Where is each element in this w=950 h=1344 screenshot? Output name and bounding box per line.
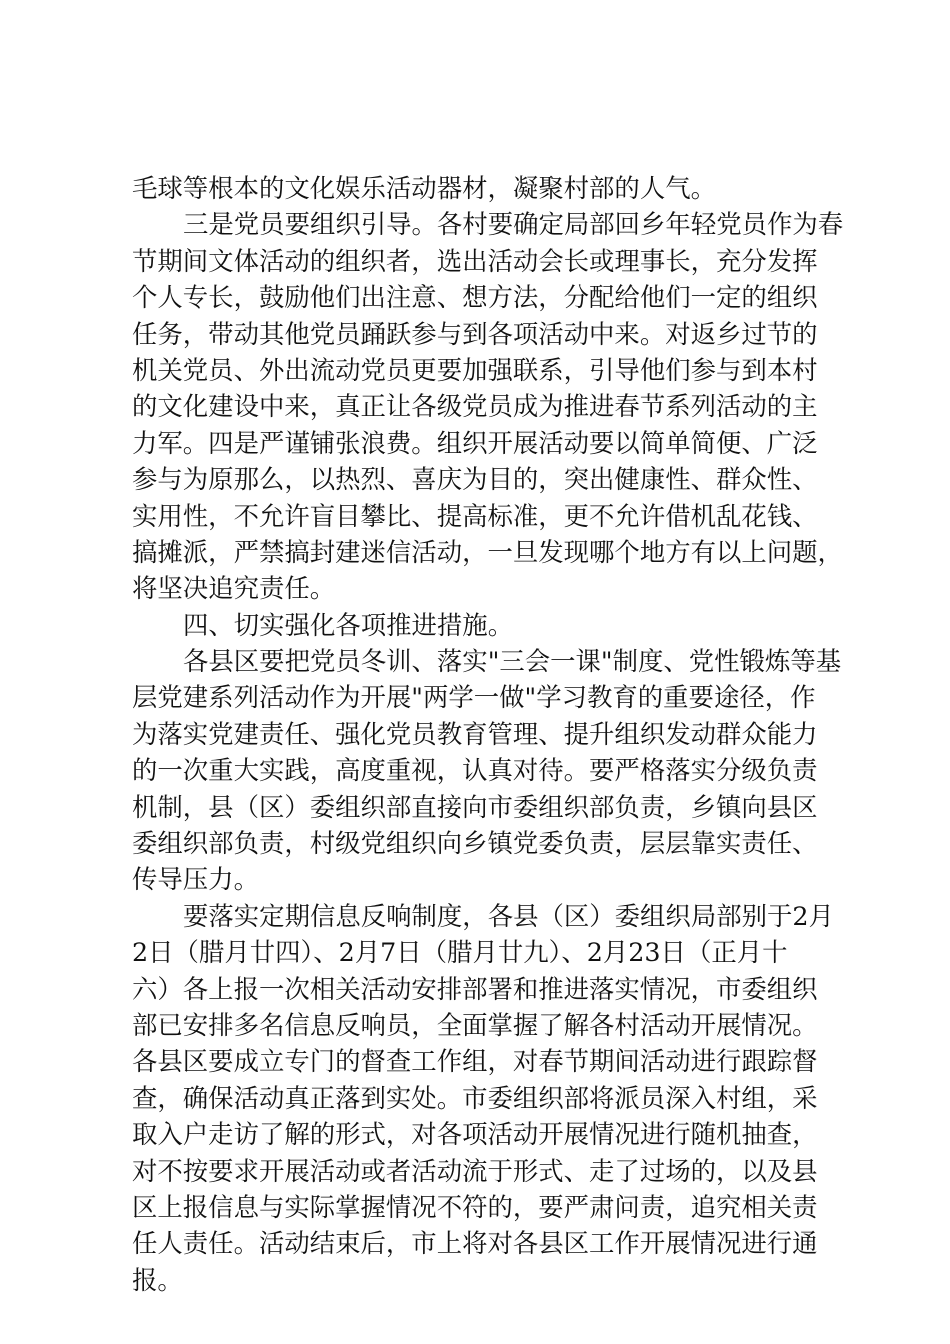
text-line: 任务，带动其他党员踊跃参与到各项活动中来。对返乡过节的	[132, 318, 818, 349]
text-line: 报。	[132, 1264, 183, 1295]
text-line: 机关党员、外出流动党员更要加强联系，引导他们参与到本村	[132, 354, 818, 385]
document-body	[132, 170, 844, 1298]
text-line: 层党建系列活动作为开展"两学一做"学习教育的重要途径，作	[132, 682, 816, 713]
text-line: 2日（腊月廿四）、2月7日（腊月廿九）、2月23日（正月十	[132, 937, 788, 968]
text-line: 将坚决追究责任。	[132, 573, 336, 604]
section-heading: 四、切实强化各项推进措施。	[183, 609, 514, 640]
text-line: 节期间文体活动的组织者，选出活动会长或理事长，充分发挥	[132, 245, 818, 276]
text-line: 为落实党建责任、强化党员教育管理、提升组织发动群众能力	[132, 718, 818, 749]
text-line: 三是党员要组织引导。各村要确定局部回乡年轻党员作为春	[183, 209, 844, 240]
text-line: 传导压力。	[132, 864, 259, 895]
text-line: 要落实定期信息反响制度，各县（区）委组织局部别于2月	[183, 900, 834, 931]
text-line: 查，确保活动真正落到实处。市委组织部将派员深入村组，采	[132, 1082, 818, 1113]
text-line: 六）各上报一次相关活动安排部署和推进落实情况，市委组织	[132, 973, 818, 1004]
text-line: 参与为原那么，以热烈、喜庆为目的，突出健康性、群众性、	[132, 464, 818, 495]
text-line: 力军。四是严谨铺张浪费。组织开展活动要以简单简便、广泛	[132, 427, 818, 458]
text-line: 毛球等根本的文化娱乐活动器材，凝聚村部的人气。	[132, 173, 716, 203]
text-line: 任人责任。活动结束后，市上将对各县区工作开展情况进行通	[132, 1228, 818, 1259]
text-line: 实用性，不允许盲目攀比、提高标准，更不允许借机乱花钱、	[132, 500, 818, 531]
text-line: 的文化建设中来，真正让各级党员成为推进春节系列活动的主	[132, 391, 818, 422]
text-line: 委组织部负责，村级党组织向乡镇党委负责，层层靠实责任、	[132, 828, 818, 859]
text-line: 区上报信息与实际掌握情况不符的，要严肃问责，追究相关责	[132, 1191, 818, 1222]
text-line: 各县区要成立专门的督查工作组，对春节期间活动进行跟踪督	[132, 1046, 818, 1077]
text-line: 机制，县（区）委组织部直接向市委组织部负责，乡镇向县区	[132, 791, 818, 822]
text-line: 部已安排多名信息反响员，全面掌握了解各村活动开展情况。	[132, 1009, 818, 1040]
text-line: 搞摊派，严禁搞封建迷信活动，一旦发现哪个地方有以上问题，	[132, 536, 843, 567]
text-line: 对不按要求开展活动或者活动流于形式、走了过场的，以及县	[132, 1155, 818, 1186]
text-line: 的一次重大实践，高度重视，认真对待。要严格落实分级负责	[132, 755, 818, 786]
text-line: 各县区要把党员冬训、落实"三会一课"制度、党性锻炼等基	[183, 646, 842, 677]
text-line: 取入户走访了解的形式，对各项活动开展情况进行随机抽查，	[132, 1119, 818, 1150]
text-line: 个人专长，鼓励他们出注意、想方法，分配给他们一定的组织	[132, 282, 818, 313]
